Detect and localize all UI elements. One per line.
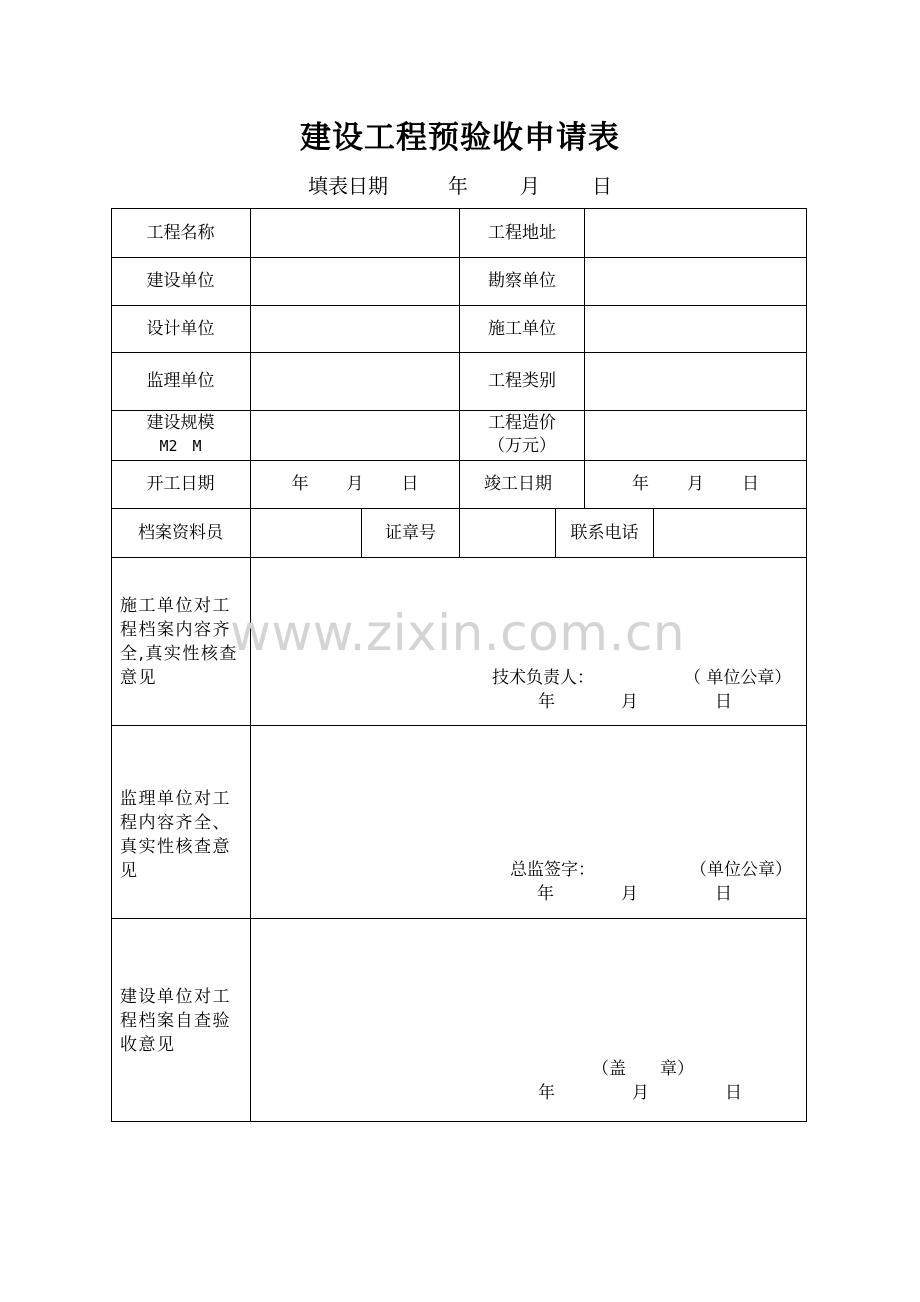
- project-cost-unit: （万元）: [488, 436, 556, 456]
- construction-scale-field[interactable]: [251, 410, 459, 460]
- project-name-field[interactable]: [251, 208, 459, 257]
- certificate-no-field[interactable]: [460, 508, 555, 557]
- fill-date-year: 年: [448, 174, 468, 198]
- start-date-label: 开工日期: [146, 474, 215, 494]
- fill-date-label: 填表日期: [308, 174, 388, 198]
- owner-date-year: 年: [538, 1083, 555, 1103]
- project-address-field[interactable]: [585, 208, 806, 257]
- design-unit-field[interactable]: [251, 305, 459, 352]
- fill-date-line: [0, 170, 920, 199]
- phone-label: 联系电话: [570, 522, 639, 543]
- fill-date-month: 月: [520, 174, 540, 198]
- project-name-label: 工程名称: [146, 222, 215, 243]
- owner-seal-note: （盖 章）: [592, 1059, 694, 1079]
- builder-signer-label: 技术负责人：: [492, 668, 594, 688]
- builder-opinion-label: 施工单位对工程档案内容齐全,真实性核查意见: [120, 596, 238, 688]
- completion-date-month: 月: [687, 474, 704, 494]
- builder-unit-label: 施工单位: [488, 318, 556, 339]
- builder-date-year: 年: [538, 692, 555, 712]
- page-title: 建设工程预验收申请表: [300, 120, 620, 156]
- completion-date-field[interactable]: [585, 460, 806, 508]
- table-border-line: [111, 1121, 807, 1122]
- design-unit-label: 设计单位: [146, 318, 215, 339]
- fill-date-day: 日: [592, 174, 612, 198]
- construction-scale-label: [111, 410, 250, 460]
- supervisor-date-year: 年: [537, 884, 554, 904]
- builder-date-month: 月: [621, 692, 638, 712]
- start-date-field[interactable]: [251, 460, 459, 508]
- completion-date-day: 日: [742, 474, 759, 494]
- phone-field[interactable]: [654, 508, 806, 557]
- builder-seal-note: （ 单位公章）: [684, 668, 792, 688]
- project-cost-field[interactable]: [585, 410, 806, 460]
- completion-date-year: 年: [632, 474, 649, 494]
- table-border-line: [806, 208, 807, 1122]
- owner-date-day: 日: [725, 1083, 742, 1103]
- survey-unit-field[interactable]: [585, 257, 806, 305]
- supervisor-seal-note: （单位公章）: [690, 860, 792, 880]
- project-cost-label: [460, 410, 584, 460]
- supervisor-date-day: 日: [715, 884, 732, 904]
- construction-scale-title: 建设规模: [146, 413, 215, 433]
- start-date-day: 日: [401, 474, 419, 494]
- supervision-unit-label: 监理单位: [146, 371, 215, 391]
- owner-opinion-label: 建设单位对工程档案自查验收意见: [120, 987, 231, 1055]
- supervision-unit-field[interactable]: [251, 352, 459, 410]
- builder-date-day: 日: [715, 692, 732, 712]
- archivist-field[interactable]: [251, 508, 361, 557]
- owner-date-month: 月: [632, 1083, 649, 1103]
- start-date-month: 月: [346, 474, 364, 494]
- project-address-label: 工程地址: [488, 222, 556, 243]
- archivist-label: 档案资料员: [138, 522, 223, 543]
- builder-unit-field[interactable]: [585, 305, 806, 352]
- start-date-year: 年: [291, 474, 309, 494]
- survey-unit-label: 勘察单位: [488, 271, 556, 291]
- supervisor-signer-label: 总监签字：: [510, 860, 595, 880]
- project-category-field[interactable]: [585, 352, 806, 410]
- certificate-no-label: 证章号: [385, 522, 436, 543]
- project-cost-title: 工程造价: [488, 413, 556, 433]
- construction-unit-field[interactable]: [251, 257, 459, 305]
- project-category-label: 工程类别: [488, 371, 556, 391]
- completion-date-label: 竣工日期: [484, 474, 552, 494]
- construction-unit-label: 建设单位: [146, 271, 215, 291]
- watermark: www.zixin.com.cn: [230, 604, 686, 662]
- owner-opinion-field[interactable]: [251, 919, 806, 1121]
- construction-scale-units: M2 M: [159, 437, 202, 455]
- supervisor-date-month: 月: [621, 884, 638, 904]
- supervisor-opinion-label: 监理单位对工程内容齐全、真实性核查意见: [120, 789, 231, 881]
